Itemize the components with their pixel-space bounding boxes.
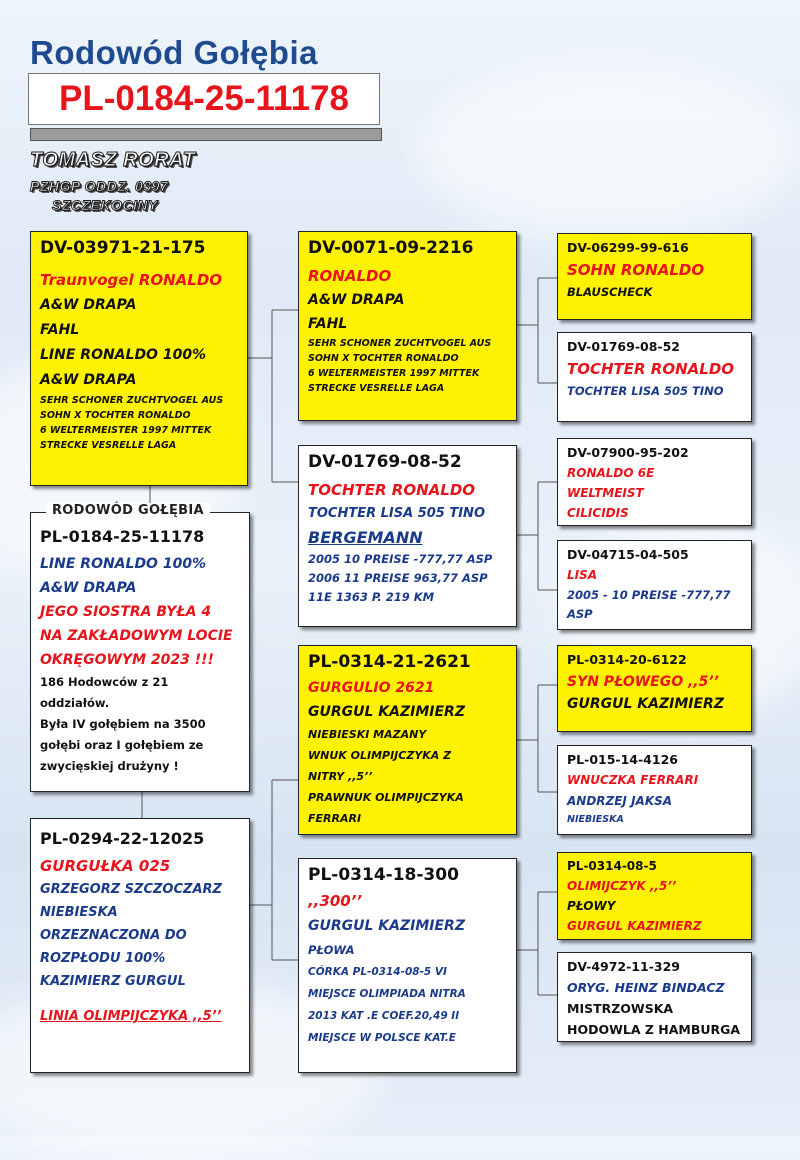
fff-color: BLAUSCHECK: [567, 285, 653, 299]
subject-label: RODOWÓD GOŁĘBIA: [46, 503, 210, 518]
mff-ring: PL-0314-20-6122: [567, 652, 687, 667]
mmf-color: PŁOWY: [567, 899, 616, 913]
subject-highlight: NA ZAKŁADOWYM LOCIE: [40, 628, 233, 644]
fff-card: [557, 233, 752, 320]
fmm-results: ASP: [567, 607, 593, 621]
subject-line: A&W DRAPA: [40, 580, 137, 596]
fff-name: SOHN RONALDO: [567, 261, 705, 279]
main-ring-number: PL-0184-25-11178: [59, 79, 349, 118]
fmf-line: WELTMEIST: [567, 486, 644, 500]
subject-note: oddziałów.: [40, 696, 110, 710]
mgf-note: NITRY ,,5’’: [308, 770, 373, 783]
mgm-note: CÓRKA PL-0314-08-5 VI: [308, 966, 447, 978]
mgm-color: PŁOWA: [308, 943, 355, 957]
fff-ring: DV-06299-99-616: [567, 240, 689, 255]
mother-ring: PL-0294-22-12025: [40, 829, 205, 848]
subject-note: 186 Hodowców z 21: [40, 675, 169, 689]
father-line: A&W DRAPA: [40, 372, 137, 388]
father-line: LINE RONALDO 100%: [40, 347, 207, 363]
father-card: [30, 231, 248, 486]
mmm-ring: DV-4972-11-329: [567, 959, 680, 974]
mmf-ring: PL-0314-08-5: [567, 859, 657, 873]
fmf-line: CILICIDIS: [567, 506, 629, 520]
ffm-card: [557, 332, 752, 422]
mff-name: SYN PŁOWEGO ,,5’’: [567, 674, 720, 690]
father-line: FAHL: [40, 322, 80, 338]
father-note: SOHN X TOCHTER RONALDO: [40, 410, 191, 421]
fmm-name: LISA: [567, 568, 598, 582]
mgm-note: MIEJSCE OLIMPIADA NITRA: [308, 988, 466, 1000]
mgf-name: GURGULIO 2621: [308, 680, 435, 696]
fmm-card: [557, 540, 752, 630]
paternal-grandmother-card: [298, 445, 517, 627]
pgm-line: TOCHTER LISA 505 TINO: [308, 506, 485, 521]
mother-lineage: LINIA OLIMPIJCZYKA ,,5’’: [40, 1009, 222, 1024]
maternal-grandfather-card: [298, 645, 517, 835]
mgf-note: PRAWNUK OLIMPIJCZYKA: [308, 791, 464, 804]
fmf-card: [557, 438, 752, 526]
mmm-card: [557, 952, 752, 1042]
pgm-result: 2005 10 PREISE -777,77 ASP: [308, 552, 493, 566]
mother-line: ORZEZNACZONA DO: [40, 928, 187, 943]
mother-card: [30, 818, 250, 1073]
mmm-line: MISTRZOWSKA: [567, 1001, 674, 1016]
father-note: 6 WELTERMEISTER 1997 MITTEK: [40, 425, 212, 436]
mgf-breeder: GURGUL KAZIMIERZ: [308, 704, 465, 720]
mgm-breeder: GURGUL KAZIMIERZ: [308, 918, 465, 934]
mmm-line: HODOWLA Z HAMBURGA: [567, 1022, 741, 1037]
ffm-name: TOCHTER RONALDO: [567, 360, 735, 378]
ffm-ring: DV-01769-08-52: [567, 339, 680, 354]
mgf-note: WNUK OLIMPIJCZYKA Z: [308, 749, 452, 762]
mother-line: NIEBIESKA: [40, 905, 118, 920]
mmf-name: OLIMIJCZYK ,,5’’: [567, 879, 677, 893]
father-note: STRECKE VESRELLE LAGA: [40, 440, 177, 451]
mother-name: GURGUŁKA 025: [40, 857, 171, 875]
mother-line: KAZIMIERZ GURGUL: [40, 974, 186, 989]
subject-line: LINE RONALDO 100%: [40, 556, 207, 572]
pgf-note: STRECKE VESRELLE LAGA: [308, 383, 445, 394]
mfm-name: WNUCZKA FERRARI: [567, 773, 699, 787]
owner-club: PZHGP ODDZ. 0397: [30, 178, 169, 194]
mff-card: [557, 645, 752, 732]
ffm-line: TOCHTER LISA 505 TINO: [567, 384, 724, 398]
mgf-ring: PL-0314-21-2621: [308, 652, 471, 672]
mgm-note: MIEJSCE W POLSCE KAT.E: [308, 1032, 456, 1044]
subject-note: zwycięskiej drużyny !: [40, 759, 179, 773]
mfm-ring: PL-015-14-4126: [567, 752, 678, 767]
mgm-ring: PL-0314-18-300: [308, 865, 459, 885]
mother-line: GRZEGORZ SZCZOCZARZ: [40, 882, 222, 897]
mother-line: ROZPŁODU 100%: [40, 951, 166, 966]
mgf-note: NIEBIESKI MAZANY: [308, 728, 427, 741]
mfm-breeder: ANDRZEJ JAKSA: [567, 794, 673, 808]
mmf-card: [557, 852, 752, 940]
pgm-result: 2006 11 PREISE 963,77 ASP: [308, 571, 488, 585]
father-line: A&W DRAPA: [40, 297, 137, 313]
father-name: Traunvogel RONALDO: [40, 271, 223, 289]
subject-card: [30, 512, 250, 792]
pgf-ring: DV-0071-09-2216: [308, 238, 474, 258]
paternal-grandfather-card: [298, 231, 517, 421]
pgf-name: RONALDO: [308, 267, 392, 285]
mff-breeder: GURGUL KAZIMIERZ: [567, 696, 724, 712]
fmm-ring: DV-04715-04-505: [567, 547, 689, 562]
mmm-origin: ORYG. HEINZ BINDACZ: [567, 980, 725, 995]
mmf-breeder: GURGUL KAZIMIERZ: [567, 919, 702, 933]
father-ring: DV-03971-21-175: [40, 238, 206, 258]
pgm-breeder: BERGEMANN: [308, 528, 423, 547]
pgf-line: FAHL: [308, 316, 348, 332]
subject-note: Była IV gołębiem na 3500: [40, 717, 206, 731]
fmf-ring: DV-07900-95-202: [567, 445, 689, 460]
mgm-name: ,,300’’: [308, 892, 363, 910]
fmm-results: 2005 - 10 PREISE -777,77: [567, 588, 731, 602]
pgm-result: 11E 1363 P. 219 KM: [308, 590, 435, 604]
maternal-grandmother-card: [298, 858, 517, 1073]
subject-highlight: OKRĘGOWYM 2023 !!!: [40, 652, 214, 668]
mgf-note: FERRARI: [308, 812, 362, 825]
subject-highlight: JEGO SIOSTRA BYŁA 4: [40, 604, 212, 620]
mgm-note: 2013 KAT .E COEF.20,49 II: [308, 1010, 460, 1022]
owner-name: TOMASZ RORAT: [30, 149, 196, 171]
subject-ring: PL-0184-25-11178: [40, 527, 205, 546]
pgf-note: SEHR SCHONER ZUCHTVOGEL AUS: [308, 338, 492, 349]
owner-city: SZCZEKOCINY: [52, 197, 158, 213]
pgf-line: A&W DRAPA: [308, 292, 405, 308]
pgm-ring: DV-01769-08-52: [308, 452, 462, 472]
pgf-note: SOHN X TOCHTER RONALDO: [308, 353, 459, 364]
pgm-name: TOCHTER RONALDO: [308, 481, 476, 499]
mfm-color: NIEBIESKA: [567, 814, 624, 825]
father-note: SEHR SCHONER ZUCHTVOGEL AUS: [40, 395, 224, 406]
page-title: Rodowód Gołębia: [30, 34, 318, 71]
subject-note: gołębi oraz I gołębiem ze: [40, 738, 204, 752]
mfm-card: [557, 745, 752, 835]
fmf-line: RONALDO 6E: [567, 466, 655, 480]
pgf-note: 6 WELTERMEISTER 1997 MITTEK: [308, 368, 480, 379]
